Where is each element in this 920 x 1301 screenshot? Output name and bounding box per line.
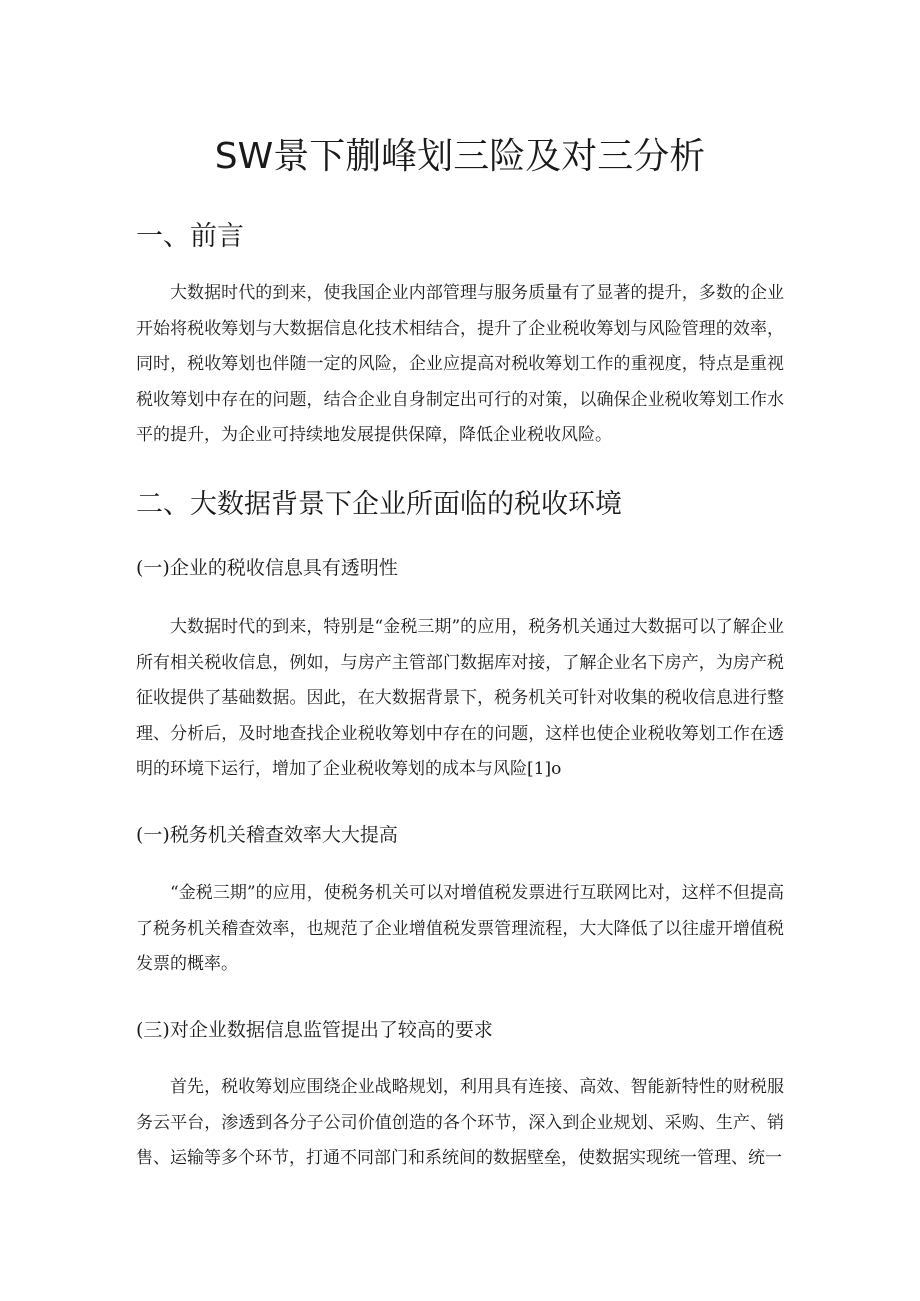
subsection-heading-transparency: (一)企业的税收信息具有透明性 bbox=[136, 557, 398, 579]
transparency-paragraph: 大数据时代的到来，特别是“金税三期”的应用，税务机关通过大数据可以了解企业所有相关税收信息，例如，与房产主管部门数据库对接，了解企业名下房产，为房产税征收提供了基础数据。因此，在大数据背景下，税务机关可针对收集的税收信息进行整理、分析后，及时地查找企业税收筹划中存在的问题，这样也使企业税收筹划工作在透明的环境下运行，增加了企业税收筹划的成本与风险[1]o bbox=[136, 617, 784, 780]
section-heading-tax-environment: 二、大数据背景下企业所面临的税收环境 bbox=[136, 489, 622, 520]
preface-paragraph: 大数据时代的到来，使我国企业内部管理与服务质量有了显著的提升，多数的企业开始将税收筹划与大数据信息化技术相结合，提升了企业税收筹划与风险管理的效率，同时，税收筹划也伴随一定的风险，企业应提高对税收筹划工作的重视度，特点是重视税收筹划中存在的问题，结合企业自身制定出可行的对策，以确保企业税收筹划工作水平的提升，为企业可持续地发展提供保障，降低企业税收风险。 bbox=[136, 283, 784, 446]
data-supervision-paragraph: 首先，税收筹划应围绕企业战略规划，利用具有连接、高效、智能新特性的财税服务云平台，渗透到各分子公司价值创造的各个环节，深入到企业规划、采购、生产、销售、运输等多个环节，打通不同部门和系统间的数据壁垒，使数据实现统一管理、统一 bbox=[136, 1077, 784, 1169]
subsection-heading-data-supervision: (三)对企业数据信息监管提出了较高的要求 bbox=[136, 1019, 493, 1041]
audit-efficiency-paragraph: “金税三期”的应用，使税务机关可以对增值税发票进行互联网比对，这样不但提高了税务机关稽查效率，也规范了企业增值税发票管理流程，大大降低了以往虚开增值税发票的概率。 bbox=[136, 883, 784, 975]
section-heading-preface: 一、前言 bbox=[136, 221, 244, 252]
document-title: SW景下蒯峰划三险及对三分析 bbox=[214, 136, 706, 177]
subsection-heading-audit-efficiency: (一)税务机关稽查效率大大提高 bbox=[136, 824, 398, 846]
